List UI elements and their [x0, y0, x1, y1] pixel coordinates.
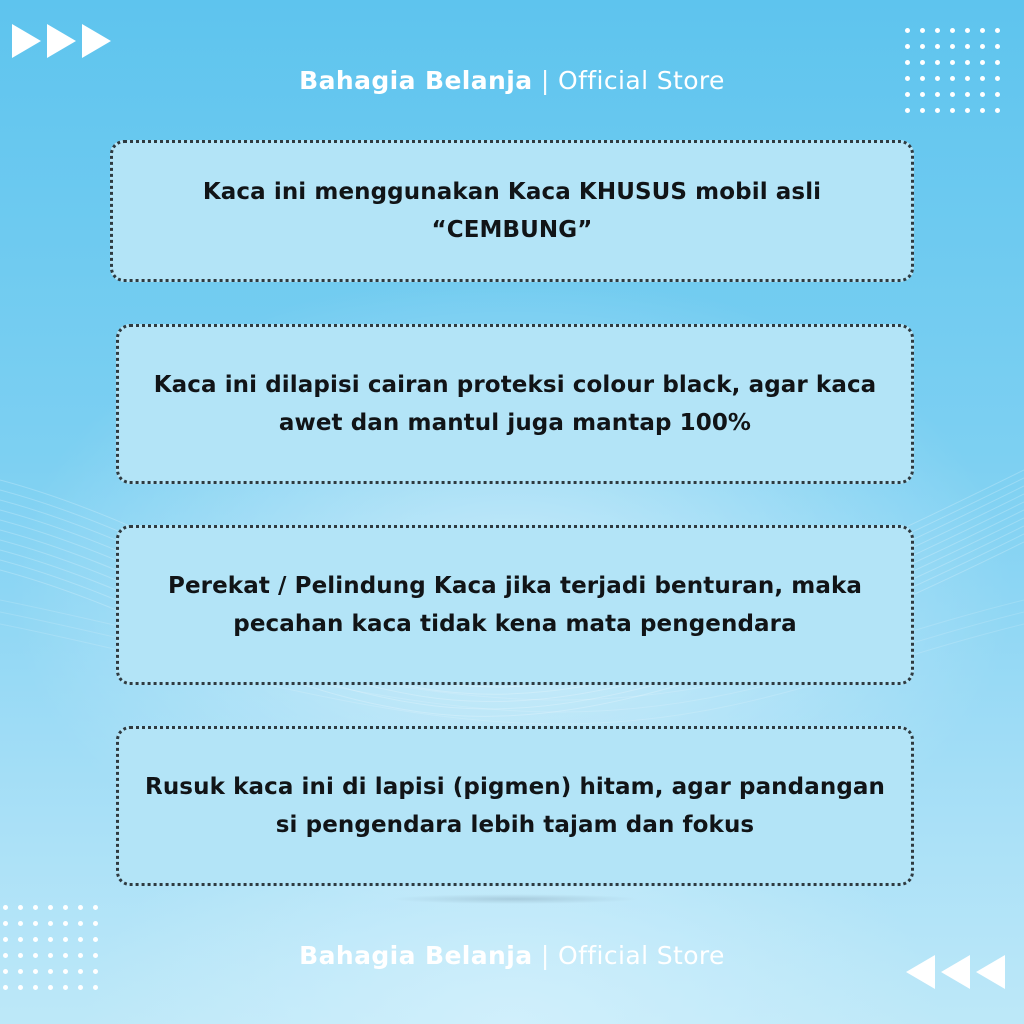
- dot: [93, 985, 98, 990]
- feature-text: [145, 768, 885, 844]
- dot: [18, 921, 23, 926]
- dot: [78, 985, 83, 990]
- dot: [995, 44, 1000, 49]
- arrow-right-icon: [47, 24, 76, 58]
- feature-card-3: [116, 525, 914, 685]
- feature-text-line: awet dan mantul juga mantap 100%: [278, 410, 752, 436]
- dot: [905, 44, 910, 49]
- dot: [980, 60, 985, 65]
- triple-arrow-right-icon: [12, 24, 111, 58]
- dot: [980, 44, 985, 49]
- dot: [920, 44, 925, 49]
- dot: [950, 28, 955, 33]
- dot: [63, 921, 68, 926]
- dot: [965, 60, 970, 65]
- dot: [93, 921, 98, 926]
- feature-text: [203, 173, 821, 249]
- arrow-left-icon: [976, 955, 1005, 989]
- feature-text: [154, 366, 877, 442]
- feature-card-4: [116, 726, 914, 886]
- dot: [935, 60, 940, 65]
- triple-arrow-left-icon: [906, 955, 1005, 989]
- feature-text-line: “CEMBUNG”: [431, 217, 593, 243]
- brand-header: [0, 66, 1024, 95]
- dot: [950, 60, 955, 65]
- brand-name: Bahagia Belanja: [299, 66, 533, 95]
- arrow-right-icon: [82, 24, 111, 58]
- dot: [965, 28, 970, 33]
- brand-tagline: Official Store: [558, 66, 725, 95]
- dot: [48, 985, 53, 990]
- brand-footer: [0, 941, 1024, 970]
- feature-text-line: Kaca ini dilapisi cairan proteksi colour black, agar kaca: [153, 372, 877, 398]
- dot: [48, 921, 53, 926]
- dot: [980, 28, 985, 33]
- feature-card-1: [110, 140, 914, 282]
- arrow-left-icon: [906, 955, 935, 989]
- dot: [78, 921, 83, 926]
- feature-text-line: Kaca ini menggunakan Kaca KHUSUS mobil asli: [202, 179, 822, 205]
- dot: [78, 905, 83, 910]
- dot: [920, 28, 925, 33]
- dot: [950, 108, 955, 113]
- feature-card-2: [116, 324, 914, 484]
- arrow-left-icon: [941, 955, 970, 989]
- dot: [93, 905, 98, 910]
- dot: [980, 108, 985, 113]
- dot: [3, 905, 8, 910]
- dot: [905, 60, 910, 65]
- feature-text-line: pecahan kaca tidak kena mata pengendara: [233, 611, 797, 637]
- brand-tagline: Official Store: [558, 941, 725, 970]
- dot: [995, 28, 1000, 33]
- feature-text-line: Rusuk kaca ini di lapisi (pigmen) hitam, agar pandangan: [145, 774, 885, 800]
- dot: [33, 985, 38, 990]
- dot: [965, 108, 970, 113]
- dot: [950, 44, 955, 49]
- dot: [935, 44, 940, 49]
- feature-text-line: si pengendara lebih tajam dan fokus: [275, 812, 755, 838]
- dot: [920, 60, 925, 65]
- brand-name: Bahagia Belanja: [299, 941, 533, 970]
- dot: [905, 108, 910, 113]
- dot: [33, 905, 38, 910]
- dot: [995, 60, 1000, 65]
- dot: [935, 108, 940, 113]
- feature-text: [168, 567, 862, 643]
- dot: [18, 985, 23, 990]
- arrow-right-icon: [12, 24, 41, 58]
- dot: [3, 921, 8, 926]
- dot: [3, 985, 8, 990]
- brand-separator: |: [540, 941, 550, 970]
- feature-text-line: Perekat / Pelindung Kaca jika terjadi benturan, maka: [168, 573, 862, 599]
- dot: [965, 44, 970, 49]
- dot: [920, 108, 925, 113]
- dot: [48, 905, 53, 910]
- brand-separator: |: [540, 66, 550, 95]
- dot: [905, 28, 910, 33]
- dot: [995, 108, 1000, 113]
- dot: [935, 28, 940, 33]
- dot: [18, 905, 23, 910]
- dot: [63, 905, 68, 910]
- card-shadow: [390, 894, 640, 904]
- dot: [33, 921, 38, 926]
- dot: [63, 985, 68, 990]
